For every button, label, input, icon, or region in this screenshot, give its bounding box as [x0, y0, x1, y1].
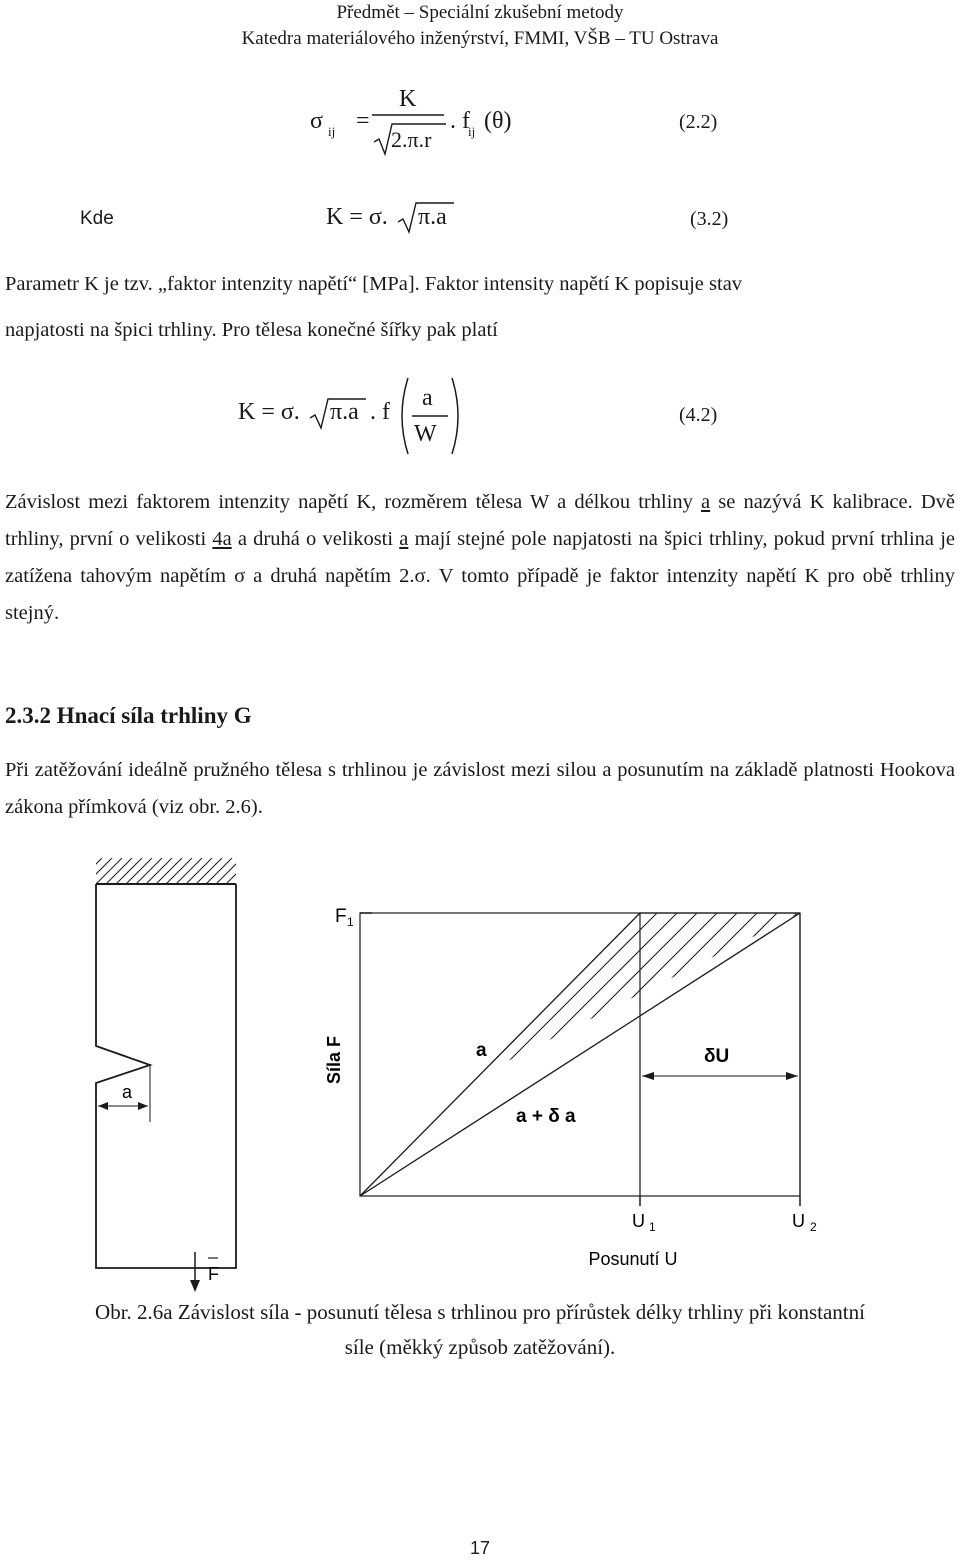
paragraph-k-calibration	[5, 484, 955, 632]
line-a-label: a	[476, 1040, 487, 1061]
u2-sub: 2	[810, 1220, 817, 1234]
para2-text-4: mají stejné pole napjatosti na špici trhliny, pokud první trhlina je zatížena tahovým napětím σ a druhá napětím 2.σ. V tomto případě je faktor intenzity napětí K pro obě trhliny stejný.	[5, 528, 956, 624]
x-axis-label: Posunutí U	[588, 1249, 678, 1269]
para2-text-1: Závislost mezi faktorem intenzity napětí K, rozměrem tělesa W a délkou trhliny	[5, 491, 693, 513]
f1-sub: 1	[347, 915, 354, 929]
paragraph-k-factor-line1: Parametr K je tzv. „faktor intenzity napětí“ [MPa]. Faktor intensity napětí K popisuje stav	[5, 273, 743, 295]
eq3-number: (4.2)	[679, 404, 718, 426]
specimen-drawing	[76, 858, 252, 1292]
eq3-radicand: π.a	[330, 399, 359, 425]
eq1-sigma: σ	[310, 108, 323, 134]
energy-hatching	[430, 910, 840, 1080]
section-paragraph: Při zatěžování ideálně pružného tělesa s trhlinou je závislost mezi silou a posunutím na základě platnosti Hookova zákona přímková (viz obr. 2.6).	[5, 759, 955, 818]
line-a-plus-da-label: a + δ a	[516, 1106, 576, 1127]
section-heading: 2.3.2 Hnací síla trhliny G	[5, 703, 252, 728]
eq1-theta: (θ)	[484, 108, 512, 134]
para2-text-2: se nazývá K kalibrace. Dvě trhliny, první o velikosti	[5, 491, 956, 550]
paragraph-k-factor-line2: napjatosti na špici trhliny. Pro tělesa konečné šířky pak platí	[5, 319, 498, 341]
u2-label: U	[792, 1211, 805, 1231]
eq2-radicand: π.a	[418, 204, 447, 230]
eq2-lhs: K = σ.	[326, 204, 388, 230]
u1-sub: 1	[649, 1220, 656, 1234]
y-axis-label: Síla F	[324, 1035, 344, 1085]
eq1-sub-ij: ij	[328, 124, 336, 139]
header-course-title: Předmět – Speciální zkušební metody	[336, 2, 624, 23]
line-crack-a-plus-da	[360, 913, 800, 1196]
header-department: Katedra materiálového inženýrství, FMMI, VŠB – TU Ostrava	[241, 28, 719, 49]
page-number: 17	[469, 1538, 491, 1558]
eq3-frac-den: W	[414, 421, 437, 447]
line-crack-a	[360, 913, 640, 1196]
figure-caption-line2: síle (měkký způsob zatěžování).	[344, 1335, 616, 1359]
eq2-number: (3.2)	[690, 208, 729, 230]
para2-text-3: a druhá o velikosti	[237, 528, 394, 550]
eq3-dot-f: . f	[370, 399, 390, 425]
eq1-denominator: 2.π.r	[391, 127, 432, 152]
eq1-numerator: K	[399, 86, 417, 112]
force-label: F	[208, 1264, 219, 1284]
eq3-lhs: K = σ.	[238, 399, 300, 425]
crack-length-label: a	[122, 1082, 133, 1102]
eq1-dot-f: . f	[450, 108, 470, 134]
para2-underlined-a2: a	[399, 528, 409, 550]
figure-force-displacement	[0, 840, 960, 1300]
eq3-frac-num: a	[422, 385, 433, 411]
u1-label: U	[632, 1211, 645, 1231]
eq1-equals: =	[356, 108, 370, 134]
eq2-lead: Kde	[80, 208, 114, 229]
figure-caption-line1: Obr. 2.6a Závislost síla - posunutí tělesa s trhlinou pro přírůstek délky trhliny při konstantní	[95, 1300, 865, 1324]
f1-label: F	[335, 906, 347, 927]
para2-underlined-4a: 4a	[212, 528, 232, 550]
para2-underlined-a: a	[701, 491, 711, 513]
eq1-f-sub: ij	[468, 124, 476, 139]
delta-u-label: δU	[704, 1046, 730, 1067]
eq1-number: (2.2)	[679, 111, 718, 133]
